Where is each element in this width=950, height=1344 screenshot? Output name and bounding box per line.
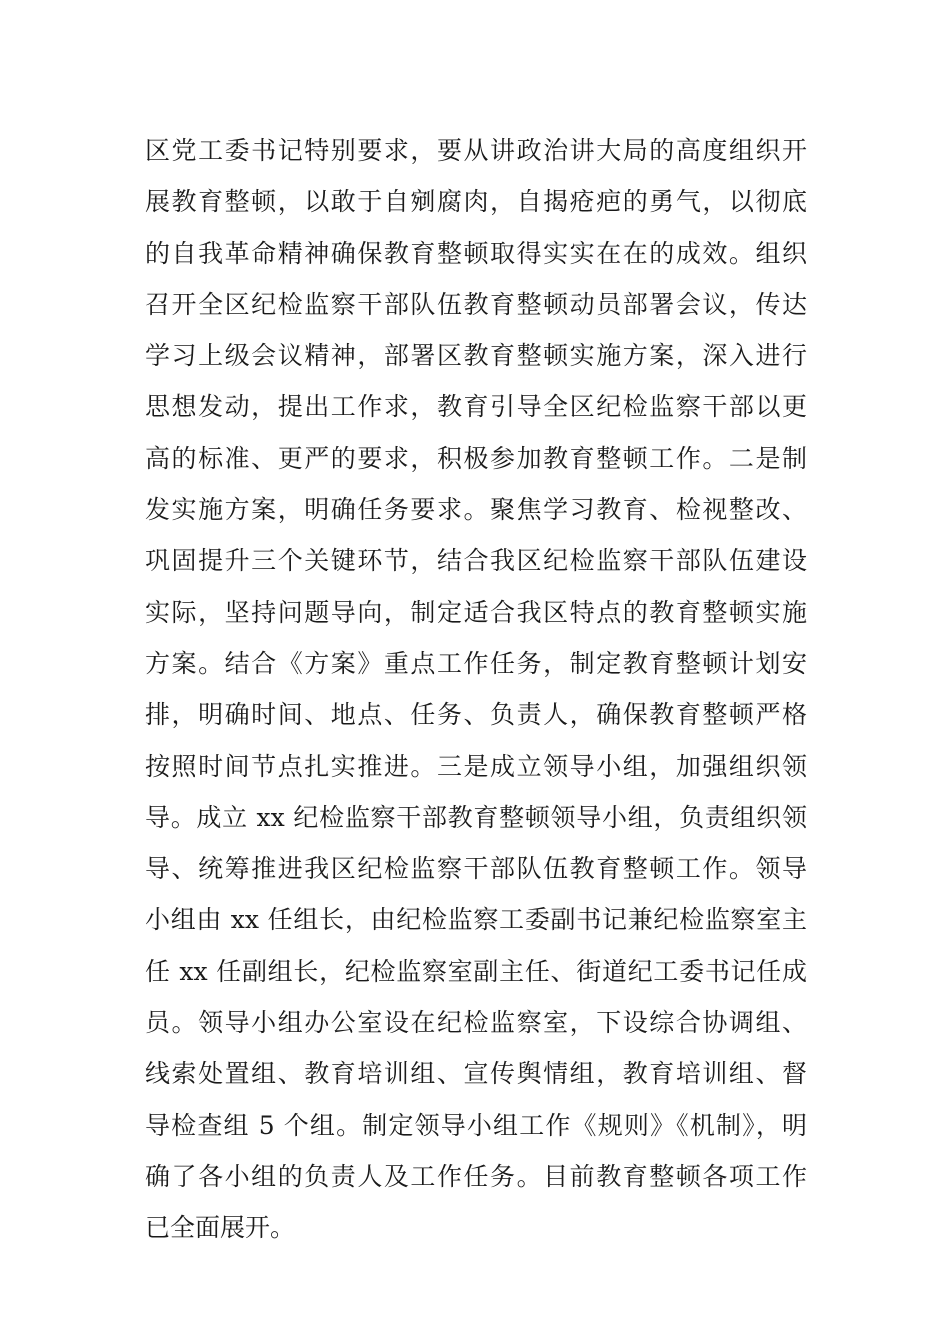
text-line: 导。成立 xx 纪检监察干部教育整顿领导小组，负责组织领	[145, 802, 807, 832]
text-line: 按照时间节点扎实推进。三是成立领导小组，加强组织领	[145, 751, 807, 781]
text-line: 的自我革命精神确保教育整顿取得实实在在的成效。组织	[145, 238, 807, 268]
text-line: 任 xx 任副组长，纪检监察室副主任、街道纪工委书记任成	[145, 956, 807, 986]
text-line: 导检查组 5 个组。制定领导小组工作《规则》《机制》，明	[145, 1110, 807, 1140]
text-line: 排，明确时间、地点、任务、负责人，确保教育整顿严格	[145, 700, 807, 730]
text-line: 巩固提升三个关键环节，结合我区纪检监察干部队伍建设	[145, 546, 807, 576]
text-line: 小组由 xx 任组长，由纪检监察工委副书记兼纪检监察室主	[145, 905, 807, 935]
text-line: 区党工委书记特别要求，要从讲政治讲大局的高度组织开	[145, 136, 807, 165]
text-line: 展教育整顿，以敢于自剜腐肉，自揭疮疤的勇气，以彻底	[145, 187, 807, 217]
text-line: 已全面展开。	[145, 1213, 296, 1243]
body-paragraph	[145, 125, 807, 1254]
text-line: 确了各小组的负责人及工作任务。目前教育整顿各项工作	[145, 1161, 807, 1191]
text-line: 思想发动，提出工作求，教育引导全区纪检监察干部以更	[145, 392, 807, 422]
text-line: 发实施方案，明确任务要求。聚焦学习教育、检视整改、	[145, 495, 807, 525]
text-line: 方案。结合《方案》重点工作任务，制定教育整顿计划安	[145, 648, 807, 678]
text-line: 学习上级会议精神，部署区教育整顿实施方案，深入进行	[145, 341, 807, 371]
text-line: 高的标准、更严的要求，积极参加教育整顿工作。二是制	[145, 443, 807, 473]
text-line: 导、统筹推进我区纪检监察干部队伍教育整顿工作。领导	[145, 854, 807, 884]
text-line: 召开全区纪检监察干部队伍教育整顿动员部署会议，传达	[145, 289, 807, 319]
text-line: 实际，坚持问题导向，制定适合我区特点的教育整顿实施	[145, 597, 807, 627]
text-line: 员。领导小组办公室设在纪检监察室，下设综合协调组、	[145, 1008, 807, 1038]
text-line: 线索处置组、教育培训组、宣传舆情组，教育培训组、督	[145, 1059, 807, 1089]
